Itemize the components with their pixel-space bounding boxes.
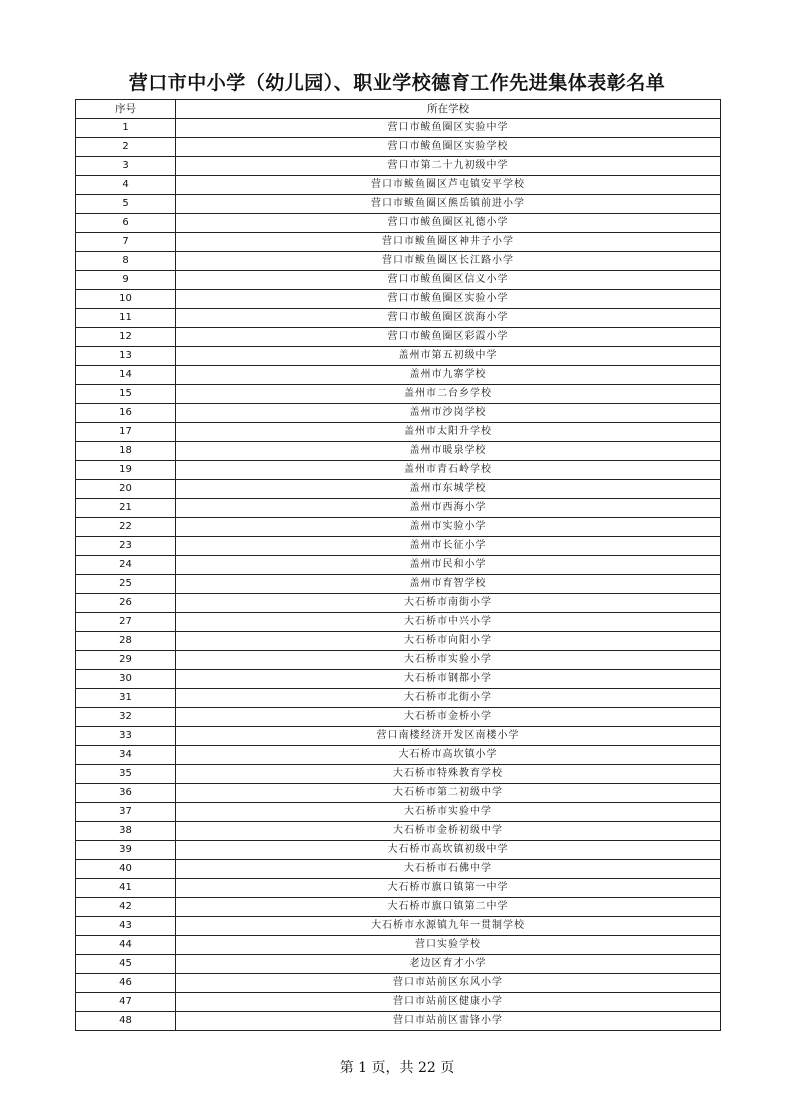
row-school-name: 盖州市九寨学校 <box>176 366 721 385</box>
row-serial-number: 7 <box>76 233 176 252</box>
table-row <box>76 993 721 1012</box>
row-serial-number: 3 <box>76 157 176 176</box>
row-serial-number: 13 <box>76 347 176 366</box>
table-row <box>76 632 721 651</box>
row-school-name: 大石桥市北街小学 <box>176 689 721 708</box>
row-serial-number: 21 <box>76 499 176 518</box>
document-title: 营口市中小学（幼儿园）、职业学校德育工作先进集体表彰名单 <box>128 72 666 94</box>
row-school-name: 大石桥市向阳小学 <box>176 632 721 651</box>
table-row <box>76 689 721 708</box>
row-school-name: 盖州市长征小学 <box>176 537 721 556</box>
header-school: 所在学校 <box>176 100 721 119</box>
row-school-name: 盖州市西海小学 <box>176 499 721 518</box>
row-school-name: 营口市鲅鱼圈区实验学校 <box>176 138 721 157</box>
table-row <box>76 499 721 518</box>
row-serial-number: 35 <box>76 765 176 784</box>
table-row <box>76 1012 721 1031</box>
table-row <box>76 195 721 214</box>
row-school-name: 盖州市实验小学 <box>176 518 721 537</box>
row-school-name: 大石桥市金桥小学 <box>176 708 721 727</box>
row-serial-number: 14 <box>76 366 176 385</box>
row-school-name: 大石桥市实验中学 <box>176 803 721 822</box>
table-row <box>76 233 721 252</box>
row-school-name: 营口市鲅鱼圈区信义小学 <box>176 271 721 290</box>
honor-list-table <box>75 99 721 1031</box>
table-row <box>76 518 721 537</box>
row-school-name: 大石桥市石佛中学 <box>176 860 721 879</box>
table-row <box>76 119 721 138</box>
table-row <box>76 670 721 689</box>
row-school-name: 大石桥市旗口镇第一中学 <box>176 879 721 898</box>
table-row <box>76 917 721 936</box>
table-row <box>76 841 721 860</box>
row-school-name: 营口市站前区健康小学 <box>176 993 721 1012</box>
row-school-name: 盖州市东城学校 <box>176 480 721 499</box>
row-serial-number: 24 <box>76 556 176 575</box>
table-row <box>76 157 721 176</box>
table-row <box>76 898 721 917</box>
row-serial-number: 16 <box>76 404 176 423</box>
row-serial-number: 44 <box>76 936 176 955</box>
row-serial-number: 11 <box>76 309 176 328</box>
table-row <box>76 708 721 727</box>
row-serial-number: 40 <box>76 860 176 879</box>
row-serial-number: 15 <box>76 385 176 404</box>
row-serial-number: 5 <box>76 195 176 214</box>
row-serial-number: 26 <box>76 594 176 613</box>
row-serial-number: 37 <box>76 803 176 822</box>
table-row <box>76 879 721 898</box>
row-serial-number: 29 <box>76 651 176 670</box>
row-serial-number: 20 <box>76 480 176 499</box>
page-footer: 第 1 页，共 22 页 <box>339 1060 455 1076</box>
table-row <box>76 575 721 594</box>
row-school-name: 盖州市沙岗学校 <box>176 404 721 423</box>
row-serial-number: 47 <box>76 993 176 1012</box>
row-serial-number: 31 <box>76 689 176 708</box>
row-serial-number: 27 <box>76 613 176 632</box>
row-school-name: 营口市鲅鱼圈区彩霞小学 <box>176 328 721 347</box>
row-school-name: 大石桥市水源镇九年一贯制学校 <box>176 917 721 936</box>
table-row <box>76 347 721 366</box>
row-school-name: 营口市鲅鱼圈区实验中学 <box>176 119 721 138</box>
row-serial-number: 34 <box>76 746 176 765</box>
row-school-name: 盖州市民和小学 <box>176 556 721 575</box>
table-row <box>76 328 721 347</box>
row-school-name: 营口市站前区雷锋小学 <box>176 1012 721 1031</box>
row-serial-number: 42 <box>76 898 176 917</box>
table-body <box>76 119 721 1031</box>
table-row <box>76 936 721 955</box>
row-serial-number: 25 <box>76 575 176 594</box>
table-row <box>76 404 721 423</box>
row-serial-number: 10 <box>76 290 176 309</box>
row-school-name: 营口市第二十九初级中学 <box>176 157 721 176</box>
row-school-name: 大石桥市第二初级中学 <box>176 784 721 803</box>
table-row <box>76 252 721 271</box>
row-school-name: 大石桥市特殊教育学校 <box>176 765 721 784</box>
row-school-name: 大石桥市南街小学 <box>176 594 721 613</box>
row-school-name: 营口实验学校 <box>176 936 721 955</box>
row-school-name: 大石桥市金桥初级中学 <box>176 822 721 841</box>
row-serial-number: 39 <box>76 841 176 860</box>
row-serial-number: 33 <box>76 727 176 746</box>
table-row <box>76 442 721 461</box>
table-row <box>76 974 721 993</box>
row-school-name: 营口市鲅鱼圈区滨海小学 <box>176 309 721 328</box>
row-serial-number: 17 <box>76 423 176 442</box>
row-school-name: 营口市鲅鱼圈区芦屯镇安平学校 <box>176 176 721 195</box>
row-school-name: 营口市鲅鱼圈区长江路小学 <box>176 252 721 271</box>
table-row <box>76 727 721 746</box>
row-school-name: 盖州市二台乡学校 <box>176 385 721 404</box>
table-row <box>76 423 721 442</box>
row-school-name: 大石桥市钢都小学 <box>176 670 721 689</box>
row-serial-number: 8 <box>76 252 176 271</box>
row-serial-number: 19 <box>76 461 176 480</box>
table-row <box>76 461 721 480</box>
table-row <box>76 613 721 632</box>
row-serial-number: 1 <box>76 119 176 138</box>
row-serial-number: 32 <box>76 708 176 727</box>
row-serial-number: 9 <box>76 271 176 290</box>
table-row <box>76 537 721 556</box>
row-school-name: 盖州市第五初级中学 <box>176 347 721 366</box>
table-row <box>76 309 721 328</box>
row-school-name: 老边区育才小学 <box>176 955 721 974</box>
row-serial-number: 41 <box>76 879 176 898</box>
row-serial-number: 2 <box>76 138 176 157</box>
row-school-name: 营口市鲅鱼圈区礼德小学 <box>176 214 721 233</box>
table-row <box>76 385 721 404</box>
row-serial-number: 45 <box>76 955 176 974</box>
row-school-name: 营口市鲅鱼圈区神井子小学 <box>176 233 721 252</box>
table-row <box>76 556 721 575</box>
table-row <box>76 765 721 784</box>
row-school-name: 营口南楼经济开发区南楼小学 <box>176 727 721 746</box>
row-serial-number: 12 <box>76 328 176 347</box>
table-row <box>76 822 721 841</box>
table-row <box>76 784 721 803</box>
row-serial-number: 18 <box>76 442 176 461</box>
table-row <box>76 746 721 765</box>
row-school-name: 大石桥市高坎镇初级中学 <box>176 841 721 860</box>
row-serial-number: 30 <box>76 670 176 689</box>
table-row <box>76 651 721 670</box>
row-serial-number: 6 <box>76 214 176 233</box>
row-school-name: 营口市鲅鱼圈区熊岳镇前进小学 <box>176 195 721 214</box>
table-row <box>76 860 721 879</box>
table-row <box>76 290 721 309</box>
row-serial-number: 46 <box>76 974 176 993</box>
table-row <box>76 955 721 974</box>
row-serial-number: 4 <box>76 176 176 195</box>
row-school-name: 大石桥市高坎镇小学 <box>176 746 721 765</box>
row-school-name: 营口市站前区东风小学 <box>176 974 721 993</box>
row-school-name: 大石桥市实验小学 <box>176 651 721 670</box>
table-header-row <box>76 100 721 119</box>
row-serial-number: 43 <box>76 917 176 936</box>
row-school-name: 盖州市暖泉学校 <box>176 442 721 461</box>
header-serial-number: 序号 <box>76 100 176 119</box>
row-serial-number: 23 <box>76 537 176 556</box>
table-row <box>76 366 721 385</box>
row-serial-number: 38 <box>76 822 176 841</box>
table-row <box>76 480 721 499</box>
row-school-name: 盖州市青石岭学校 <box>176 461 721 480</box>
row-school-name: 盖州市育智学校 <box>176 575 721 594</box>
row-serial-number: 28 <box>76 632 176 651</box>
table-row <box>76 271 721 290</box>
table-row <box>76 138 721 157</box>
row-school-name: 大石桥市中兴小学 <box>176 613 721 632</box>
row-school-name: 营口市鲅鱼圈区实验小学 <box>176 290 721 309</box>
table-row <box>76 214 721 233</box>
row-school-name: 盖州市太阳升学校 <box>176 423 721 442</box>
row-serial-number: 48 <box>76 1012 176 1031</box>
row-school-name: 大石桥市旗口镇第二中学 <box>176 898 721 917</box>
table-row <box>76 594 721 613</box>
table-row <box>76 803 721 822</box>
row-serial-number: 36 <box>76 784 176 803</box>
table-row <box>76 176 721 195</box>
row-serial-number: 22 <box>76 518 176 537</box>
